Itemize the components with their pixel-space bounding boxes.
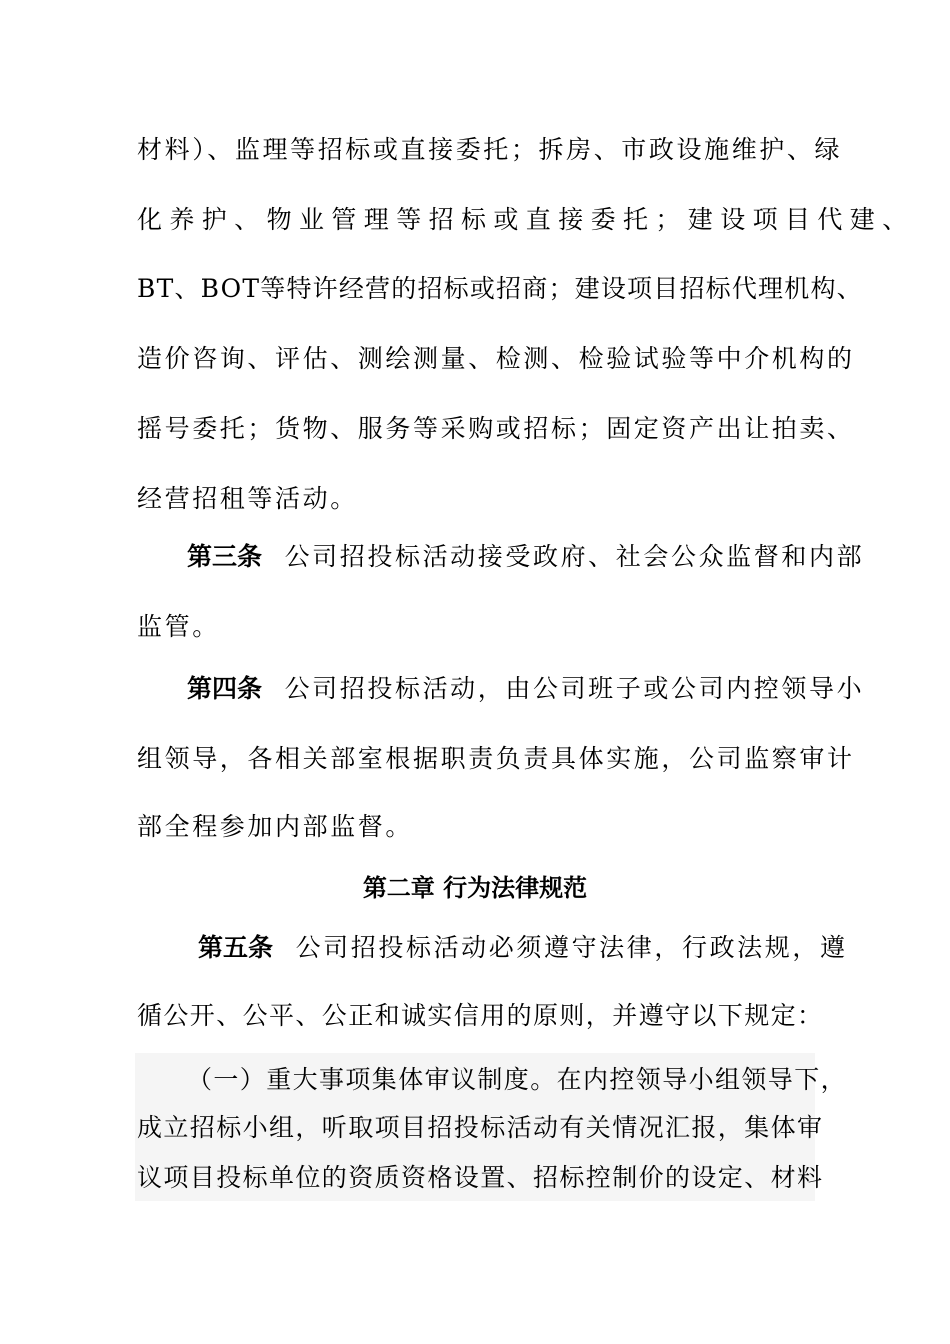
article-label: 第四条 [187, 674, 263, 703]
body-line: 造价咨询、评估、测绘测量、检测、检验试验等中介机构的 [137, 344, 855, 373]
chapter-heading: 第二章 行为法律规范 [362, 874, 588, 902]
body-line: （一）重大事项集体审议制度。在内控领导小组领导下， [187, 1065, 848, 1094]
article-4 [187, 673, 864, 705]
article-label: 第五条 [198, 933, 274, 962]
body-line: 监管。 [137, 612, 220, 641]
body-line: 循公开、公平、公正和诚实信用的原则，并遵守以下规定： [137, 1001, 824, 1030]
article-3 [187, 541, 864, 573]
article-text: 公司招投标活动接受政府、社会公众监督和内部 [284, 542, 865, 571]
body-line: 化养护、物业管理等招标或直接委托；建设项目代建、 [137, 205, 915, 234]
body-line: 摇号委托；货物、服务等采购或招标；固定资产出让拍卖、 [137, 414, 855, 443]
article-5 [198, 932, 848, 964]
article-text: 公司招投标活动必须遵守法律，行政法规，遵 [295, 933, 848, 962]
body-line: 材料）、监理等招标或直接委托；拆房、市政设施维护、绿 [137, 135, 843, 164]
body-line: 组领导，各相关部室根据职责负责具体实施，公司监察审计 [137, 744, 855, 773]
body-line: 部全程参加内部监督。 [137, 812, 414, 841]
article-label: 第三条 [187, 542, 263, 571]
article-text: 公司招投标活动，由公司班子或公司内控领导小 [284, 674, 865, 703]
body-line: 议项目投标单位的资质资格设置、招标控制价的设定、材料 [137, 1163, 824, 1192]
body-line: BT、BOT等特许经营的招标或招商；建设项目招标代理机构、 [137, 274, 863, 303]
body-line: 成立招标小组，听取项目招投标活动有关情况汇报，集体审 [137, 1113, 824, 1142]
body-line: 经营招租等活动。 [137, 484, 358, 513]
